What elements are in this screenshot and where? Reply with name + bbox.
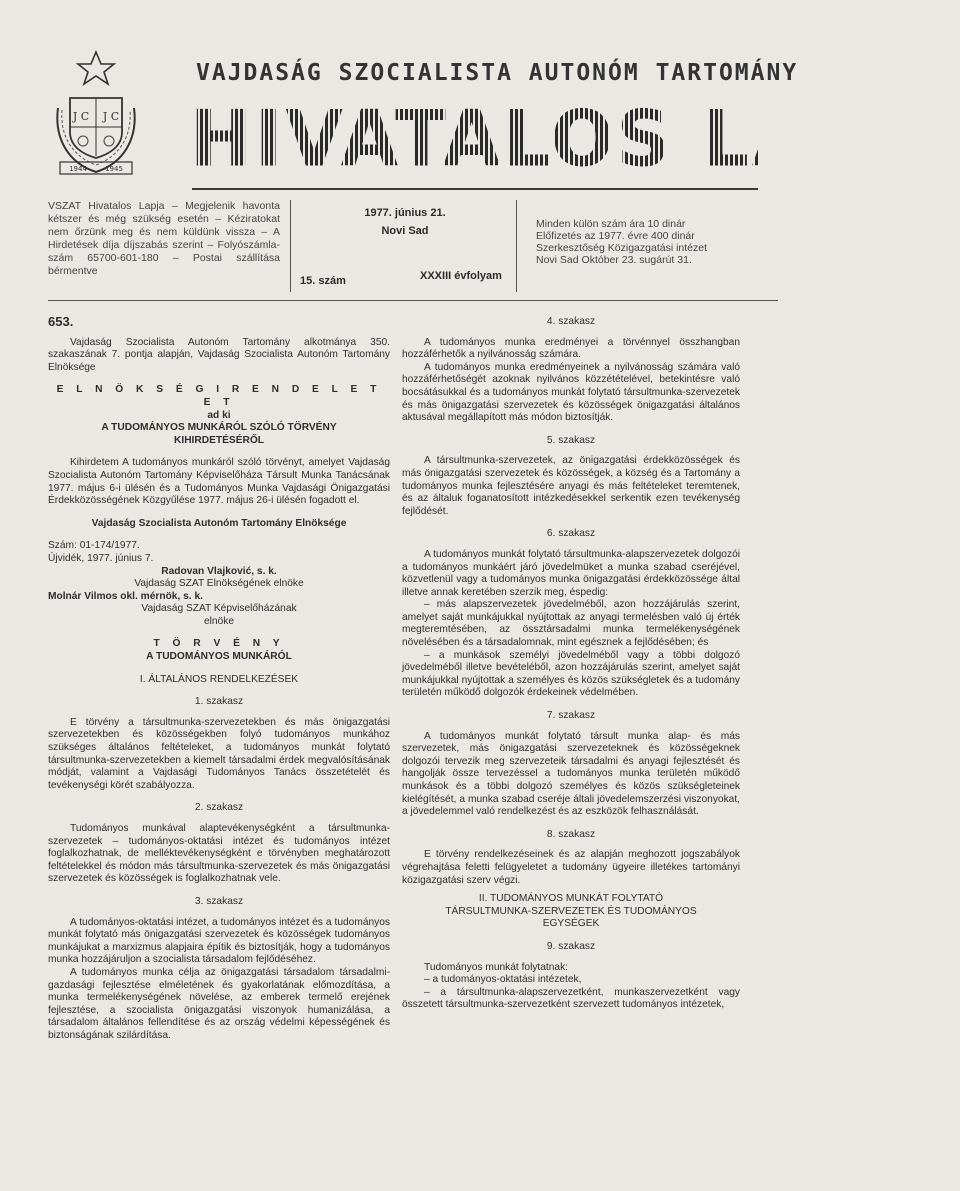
emblem-year-right: 1945 (105, 165, 123, 173)
chapter-2-heading-2: TÁRSULTMUNKA-SZERVEZETEK ÉS TUDOMÁNYOS (445, 905, 697, 917)
emblem-year-left: 1944 (69, 165, 87, 173)
issue-number: 15. szám (300, 275, 346, 287)
signatory-1-name: Radovan Vlajković, s. k. (161, 565, 277, 577)
section-1-text: E törvény a társultmunka-szervezetekben és más önigazgatási szervezetekben és közösségekben folyó tudományos munkához szükséges általános feltételeket, a tudományos munkát folytató társultmunka-szervezetekben a kiemelt társadalmi érdek megvalósításának módját, valamint a Vajdasági Tudományos Tanács összetételét és tevékenységi körét szabályozza. (48, 716, 390, 791)
section-8-heading: 8. szakasz (546, 828, 596, 840)
chapter-1-heading: I. ÁLTALÁNOS RENDELKEZÉSEK (139, 673, 299, 685)
signatory-2-title-cont: elnöke (203, 615, 235, 627)
issue-volume: XXXIII évfolyam (420, 270, 502, 282)
section-2-text: Tudományos munkával alaptevékenységként a társultmunka-szervezetek – tudományos-oktatási intézet és tudományos intézet foglalkozhatnak, de melléktevékenységként e törvényben meghatározott feltételekkel és módon más társultmunka-szervezetek és más önigazgatási szervezetek és közösségek is foglalkozhatnak vele. (48, 823, 390, 885)
chapter-2-heading-1: II. TUDOMÁNYOS MUNKÁT FOLYTATÓ (478, 893, 664, 905)
signatory-1-title: Vajdaság SZAT Elnökségének elnöke (134, 578, 304, 590)
header-bottom-rule (48, 300, 778, 301)
intro-text: Vajdaság Szocialista Autonóm Tartomány alkotmánya 350. szakaszának 7. pontja alapján, Vajdaság Szocialista Autonóm Tartomány Elnöksége (48, 336, 390, 373)
section-1-heading: 1. szakasz (194, 696, 244, 708)
section-5-heading: 5. szakasz (546, 434, 596, 446)
section-6-item-1: – más alapszervezetek jövedelméből, azon hozzájárulás szerint, amelyet saját munkájukkal nyújtottak az anyagi termelésben való új érték megteremtésében, az össztársadalmi munka termelékenységének növelésében és a társadalomnak, mint egésznek a fejlődésében; és (402, 599, 740, 649)
section-7-heading: 7. szakasz (546, 710, 596, 722)
section-7-text: A tudományos munkát folytató társult munka alap- és más szervezetek, más önigazgatási szervezeteknek és közösségeknek dolgozói tervezik meg szervezeteik társadalmi és anyagi fejlesztését és hangolják össze tervezéssel a tudományos munka területén működő munkások és a többi dolgozó személyes és közös szükségleteinek kielégítését, a munka szabad cseréje általi jövedelemszerzési viszonyokat, a jövedelemmel való rendelkezést és az eszközök felhasználását. (402, 730, 740, 818)
chapter-2-heading-3: EGYSÉGEK (542, 918, 600, 930)
header-publication-info: VSZAT Hivatalos Lapja – Megjelenik havonta kétszer és még szükség esetén – Kéziratokat nem őrzünk meg és nem küldünk vissza – A Hirdetések díja díjszabás szerint – Folyószámla-szám 65700-601-180 – Postai szállítása bérmentve (48, 200, 280, 277)
signatory-2-name: Molnár Vilmos okl. mérnök, s. k. (48, 590, 203, 602)
section-9-heading: 9. szakasz (546, 940, 596, 952)
section-4-heading: 4. szakasz (546, 316, 596, 327)
coat-of-arms-icon (46, 48, 146, 180)
header-divider-left (290, 200, 291, 292)
section-3-text-1: A tudományos-oktatási intézet, a tudományos intézet és a tudományos munkát folytató más önigazgatási szervezetek és közösségek tudományos munkájukat a marxizmus alapjaira építik és biztosítják, hogy a tudományos munka hozzájáruljon a szocialista társadalom fejlődéséhez. (48, 916, 390, 966)
law-heading: T Ö R V É N Y (153, 638, 285, 650)
right-column (402, 316, 740, 1012)
svg-text:J C: J C (102, 110, 120, 123)
item-number: 653. (48, 314, 74, 329)
price-line: Minden külön szám ára 10 dinár (536, 218, 686, 230)
svg-text:J C: J C (72, 110, 90, 123)
header-divider-right (516, 200, 517, 292)
promulgation-text: Kihirdetem A tudományos munkáról szóló törvényt, amelyet Vajdaság Szocialista Autonóm Tartomány Képviselőháza Társult Munka Tanácsának 1977. május 6-i ülésén és a Tudományos Munka Vajdasági Önigazgatási Érdekközösségének Közgyűlése 1977. május 26-i ülésén fogadott el. (48, 457, 390, 507)
decree-law-line-1: A TUDOMÁNYOS MUNKÁRÓL SZÓLÓ TÖRVÉNY (101, 422, 337, 434)
editorial-line: Szerkesztőség Közigazgatási intézet (536, 242, 708, 254)
masthead-supertitle: VAJDASÁG SZOCIALISTA AUTONÓM TARTOMÁNY (196, 60, 799, 86)
decree-subtitle: ad ki (207, 409, 231, 421)
section-6-heading: 6. szakasz (546, 528, 596, 540)
section-9-text: Tudományos munkát folytatnak: (424, 961, 569, 973)
section-8-text: E törvény rendelkezéseinek és az alapján meghozott jogszabályok végrehajtása feletti felügyeletet a tudomány ügyeire illetékes tartományi közigazgatási szerv végzi. (402, 849, 740, 886)
section-6-text: A tudományos munkát folytató társultmunka-alapszervezetek dolgozói a tudományos munkáért járó jövedelmüket a munka szabad cseréjével, közvetlenül vagy a tudományos munka önigazgatási érdekközössége által illetve annak keretében szerzik meg, éspedig: (402, 548, 740, 598)
reference-place-date: Újvidék, 1977. június 7. (48, 552, 154, 564)
section-4-text-1: A tudományos munka eredményei a törvénnyel összhangban hozzáférhetők a nyilvánosság számára. (402, 336, 740, 361)
section-9-item-1: – a tudományos-oktatási intézetek, (424, 974, 582, 986)
issue-date: 1977. június 21. (364, 207, 446, 219)
address-line: Novi Sad Október 23. sugárút 31. (536, 254, 692, 266)
reference-number: Szám: 01-174/1977. (48, 540, 140, 552)
decree-title: E L N Ö K S É G I R E N D E L E T E T (56, 384, 382, 408)
section-4-text-2: A tudományos munka eredményeinek a nyilvánosság számára való hozzáférhetőségét azoknak nyilvános közzétételével, betekintésre való bocsátásukkal és a tudományos munkát folytató társultmunka-szervezetek és más önigazgatási szervezetek és közösségek önigazgatási általános aktusával megállapított más módon biztosítják. (402, 361, 740, 424)
section-3-heading: 3. szakasz (194, 895, 244, 907)
masthead-title: HIVATALOS LAPJA (190, 92, 760, 187)
decree-law-line-2: KIHIRDETÉSÉRŐL (174, 434, 264, 446)
issue-place: Novi Sad (381, 225, 429, 237)
left-column (48, 316, 390, 1043)
section-9-item-2: – a társultmunka-alapszervezetként, munkaszervezetként vagy összetett társultmunka-szervezetként szervezett tudományos intézetek, (402, 986, 740, 1011)
section-3-text-2: A tudományos munka célja az önigazgatási társadalom társadalmi-gazdasági fejlesztése elméletének és gyakorlatának előmozdítása, a munka termelékenységének növelése, az emberek termelő erejének fejlesztése, a szocialista önigazgatási viszonyok humanizálása, a társadalom általános fellendítése és az ország védelmi képességének és biztonságának szilárdítása. (48, 966, 390, 1041)
section-6-item-2: – a munkások személyi jövedelméből vagy a többi dolgozó jövedelméből illetve bevételéből, azon hozzájárulás szerint, amelyet saját munkájukkal nyújtottak a személyes és közös szükségletek és a tudomány területén működő dolgozók érdekeinek védelmében. (402, 649, 740, 699)
section-2-heading: 2. szakasz (194, 802, 244, 814)
masthead-rule (192, 188, 758, 190)
section-5-text: A társultmunka-szervezetek, az önigazgatási érdekközösségek és más önigazgatási szervezetek és közösségek, a község és a Tartomány a tudományos munka fejlesztésére anyagi és más feltételeket teremtenek, és az általuk foganatosított intézkedésekkel serkentik ezen tevékenység fejlődését. (402, 455, 740, 517)
subscription-line: Előfizetés az 1977. évre 400 dinár (536, 230, 695, 242)
signatory-2-title: Vajdaság SZAT Képviselőházának (141, 603, 297, 615)
header-price-info (536, 218, 776, 266)
presidency-signature: Vajdaság Szocialista Autonóm Tartomány Elnöksége (91, 517, 347, 529)
law-title: A TUDOMÁNYOS MUNKÁRÓL (146, 651, 292, 663)
